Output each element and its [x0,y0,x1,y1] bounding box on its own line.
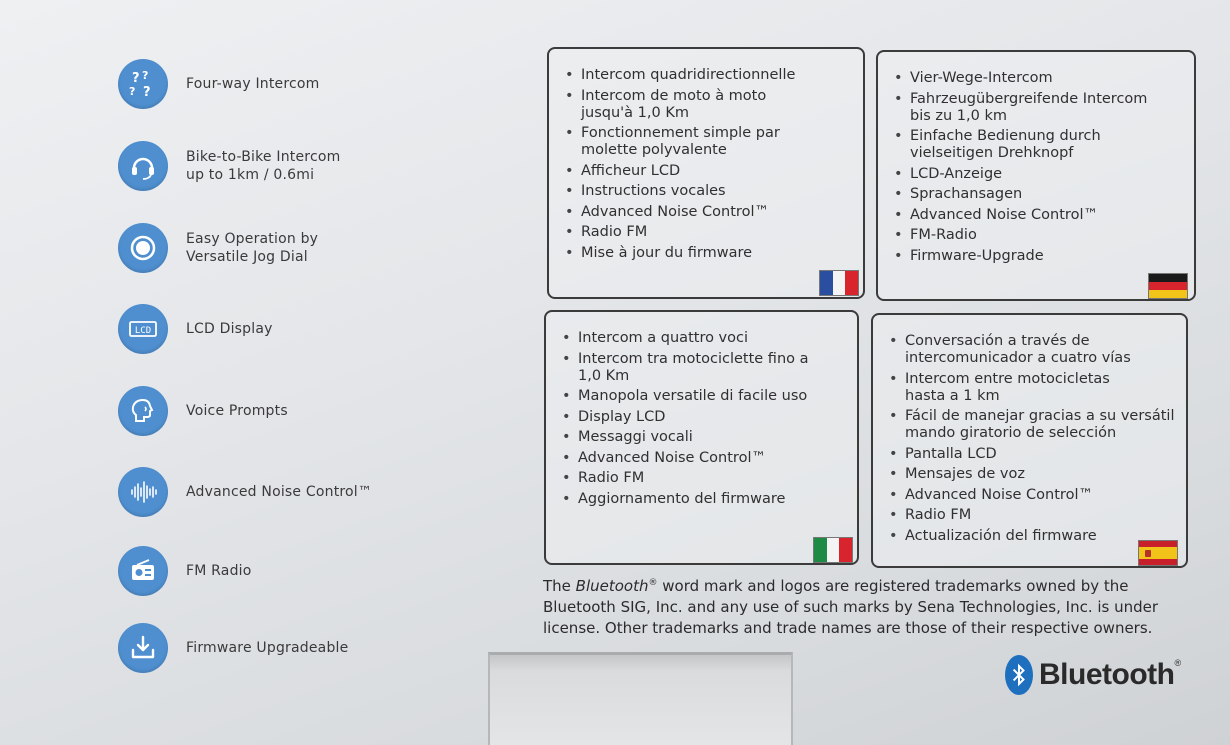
feature-label: LCD Display [186,321,273,337]
bluetooth-wordmark [1039,658,1181,692]
list-item: • Manopola versatile di facile uso [562,388,847,405]
list-item: • Advanced Noise Control™ [562,450,847,467]
feature-noise-control [118,466,372,518]
list-item: • Radio FM [565,224,853,241]
trademark-notice [543,573,1183,639]
feature-jog-dial [118,222,318,274]
list-item: • Intercom tra motociclette fino a 1,0 Km [562,351,847,385]
feature-label: Firmware Upgradeable [186,640,349,656]
list-item: • FM-Radio [894,227,1184,244]
spanish-feature-list [873,315,1186,545]
list-item: • Mensajes de voz [889,466,1176,483]
feature-firmware [118,622,348,674]
voice-prompt-icon [118,386,168,436]
feature-label: Bike-to-Bike Intercom up to 1km / 0.6mi [186,149,341,183]
french-feature-list [549,49,863,262]
list-item: • Firmware-Upgrade [894,248,1184,265]
legal-brand: Bluetooth [575,577,649,595]
headset-icon [118,141,168,191]
list-item: • Fácil de manejar gracias a su versátil mando giratorio de selección [889,408,1176,442]
jog-dial-icon [118,223,168,273]
spain-flag-icon [1138,540,1178,566]
legal-reg-mark: ® [648,578,658,588]
feature-fm-radio [118,545,252,597]
list-item: • Pantalla LCD [889,446,1176,463]
list-item: • Radio FM [562,470,847,487]
list-item: • Aggiornamento del firmware [562,491,847,508]
list-item: • Advanced Noise Control™ [894,207,1184,224]
list-item: • Afficheur LCD [565,163,853,180]
list-item: • Sprachansagen [894,186,1184,203]
list-item: • Intercom entre motocicletas hasta a 1 km [889,371,1176,405]
svg-text:LCD: LCD [134,326,152,336]
list-item: • Actualización del firmware [889,528,1176,545]
list-item: • LCD-Anzeige [894,166,1184,183]
german-box [876,50,1196,301]
svg-text:?: ? [132,71,140,86]
list-item: • Mise à jour du firmware [565,245,853,262]
feature-voice-prompts [118,385,288,437]
feature-label: Voice Prompts [186,403,288,419]
bluetooth-word: Bluetooth [1039,658,1175,691]
italian-box [544,310,859,565]
feature-label: FM Radio [186,563,252,579]
france-flag-icon [819,270,859,296]
list-item: • Intercom a quattro voci [562,330,847,347]
germany-flag-icon [1148,273,1188,299]
list-item: • Instructions vocales [565,183,853,200]
svg-text:?: ? [143,85,151,100]
list-item: • Vier-Wege-Intercom [894,70,1184,87]
bluetooth-reg-mark: ® [1174,658,1181,668]
radio-icon [118,546,168,596]
italy-flag-icon [813,537,853,563]
french-box [547,47,865,299]
legal-prefix: The [543,577,576,595]
feature-four-way-intercom [118,58,320,110]
feature-label: Four-way Intercom [186,76,320,92]
feature-label: Advanced Noise Control™ [186,484,373,500]
list-item: • Intercom de moto à moto jusqu'à 1,0 Km [565,88,853,122]
feature-lcd-display [118,303,273,355]
italian-feature-list [546,312,857,508]
list-item: • Radio FM [889,507,1176,524]
bluetooth-icon [1005,655,1033,695]
feature-bike-to-bike [118,140,340,192]
download-icon [118,623,168,673]
svg-text:?: ? [129,85,136,98]
list-item: • Fahrzeugübergreifende Intercom bis zu 1,0 km [894,91,1184,125]
bluetooth-logo [1005,655,1181,695]
list-item: • Conversación a través de intercomunicador a cuatro vías [889,333,1176,367]
svg-text:?: ? [142,69,149,82]
list-item: • Advanced Noise Control™ [889,487,1176,504]
list-item: • Display LCD [562,409,847,426]
feature-label: Easy Operation by Versatile Jog Dial [186,231,319,265]
intercom-icon [118,59,168,109]
soundwave-icon [118,467,168,517]
spanish-box [871,313,1188,568]
list-item: • Messaggi vocali [562,429,847,446]
legal-rest: word mark and logos are registered trademarks owned by the Bluetooth SIG, Inc. and any use of such marks by Sena Technologies, Inc. is under license. Other trademarks and trade names are those of their respective owners. [543,577,1159,637]
german-feature-list [878,52,1194,265]
list-item: • Fonctionnement simple par molette polyvalente [565,125,853,159]
list-item: • Intercom quadridirectionnelle [565,67,853,84]
list-item: • Advanced Noise Control™ [565,204,853,221]
lcd-icon [118,304,168,354]
box-tab-slot [488,652,793,745]
list-item: • Einfache Bedienung durch vielseitigen Drehknopf [894,128,1184,162]
